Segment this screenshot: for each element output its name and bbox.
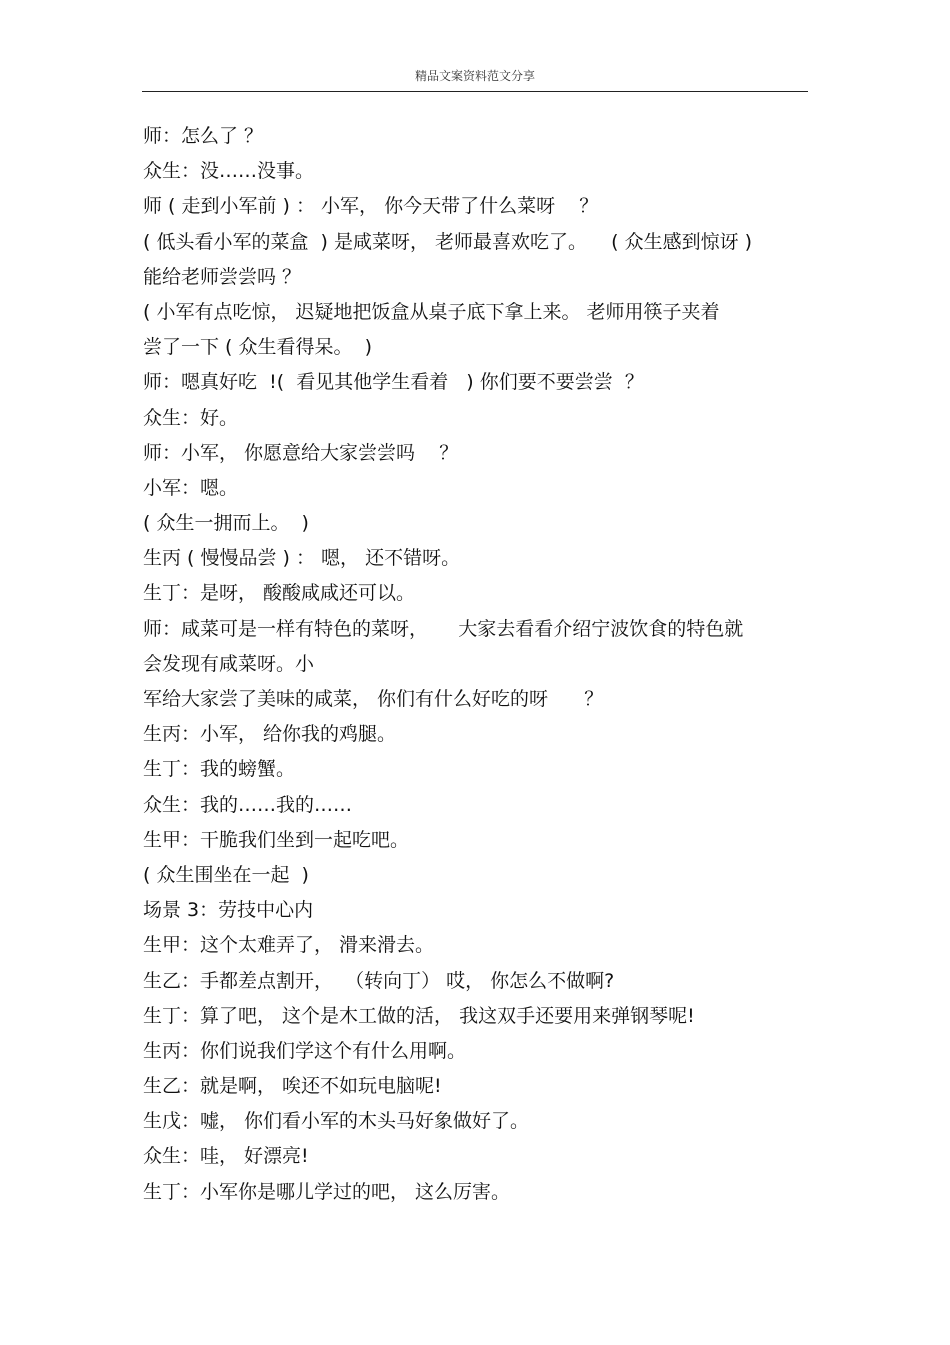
page-header	[142, 60, 808, 92]
script-line: 师 ( 走到小军前 ) ： 小军， 你今天带了什么菜呀 ？	[143, 195, 599, 218]
script-line: 众生：哇， 好漂亮!	[143, 1145, 309, 1168]
script-line: 生丁：是呀， 酸酸咸咸还可以。	[143, 582, 416, 605]
script-line: 会发现有咸菜呀。小	[143, 652, 315, 675]
script-line: 生丙：你们说我们学这个有什么用啊。	[143, 1039, 467, 1062]
script-line: 生丁：我的螃蟹。	[143, 758, 296, 781]
script-line: 生甲：干脆我们坐到一起吃吧。	[143, 828, 410, 851]
script-line: 生戊：嘘， 你们看小军的木头马好象做好了。	[143, 1110, 530, 1133]
script-line: 尝了一下 ( 众生看得呆。 )	[143, 336, 372, 359]
script-line: 军给大家尝了美味的咸菜， 你们有什么好吃的呀 ？	[143, 688, 604, 710]
script-line: 小军：嗯。	[143, 476, 239, 499]
script-line: 众生：我的……我的……	[143, 793, 353, 816]
header-title: 精品文案资料范文分享	[414, 69, 535, 83]
script-line: 生丙：小军， 给你我的鸡腿。	[143, 723, 397, 746]
script-line: 师：咸菜可是一样有特色的菜呀， 大家去看看介绍宁波饮食的特色就	[143, 617, 744, 640]
script-line: 生乙：就是啊， 唉还不如玩电脑呢!	[143, 1075, 442, 1098]
script-line: 生甲：这个太难弄了， 滑来滑去。	[143, 934, 435, 957]
script-line: 生丁：算了吧， 这个是木工做的活， 我这双手还要用来弹钢琴呢!	[143, 1004, 695, 1027]
script-line: ( 众生一拥而上。 )	[143, 512, 309, 535]
script-line: 众生：好。	[143, 406, 239, 429]
script-line: 师：小军， 你愿意给大家尝尝吗 ？	[143, 441, 459, 464]
script-line: ( 众生围坐在一起 )	[143, 863, 309, 886]
script-body	[143, 119, 813, 1210]
scene-heading: 场景 3：劳技中心内	[143, 899, 314, 922]
script-line: 师：怎么了 ？	[143, 125, 264, 147]
script-line: 生乙：手都差点割开， （转向丁） 哎， 你怎么不做啊?	[143, 969, 615, 992]
script-line: 师：嗯真好吃 !( 看见其他学生看着 ) 你们要不要尝尝 ？	[143, 371, 644, 394]
script-line: 众生：没……没事。	[143, 160, 315, 183]
script-line: 能给老师尝尝吗 ？	[143, 265, 302, 288]
script-line: 生丁：小军你是哪儿学过的吧， 这么厉害。	[143, 1180, 511, 1203]
script-line: ( 低头看小军的菜盒 ) 是咸菜呀， 老师最喜欢吃了。 ( 众生感到惊讶 )	[143, 230, 753, 253]
script-line: ( 小军有点吃惊， 迟疑地把饭盒从桌子底下拿上来。 老师用筷子夹着	[143, 300, 720, 323]
script-line: 生丙 ( 慢慢品尝 ) ： 嗯， 还不错呀。	[143, 547, 461, 570]
